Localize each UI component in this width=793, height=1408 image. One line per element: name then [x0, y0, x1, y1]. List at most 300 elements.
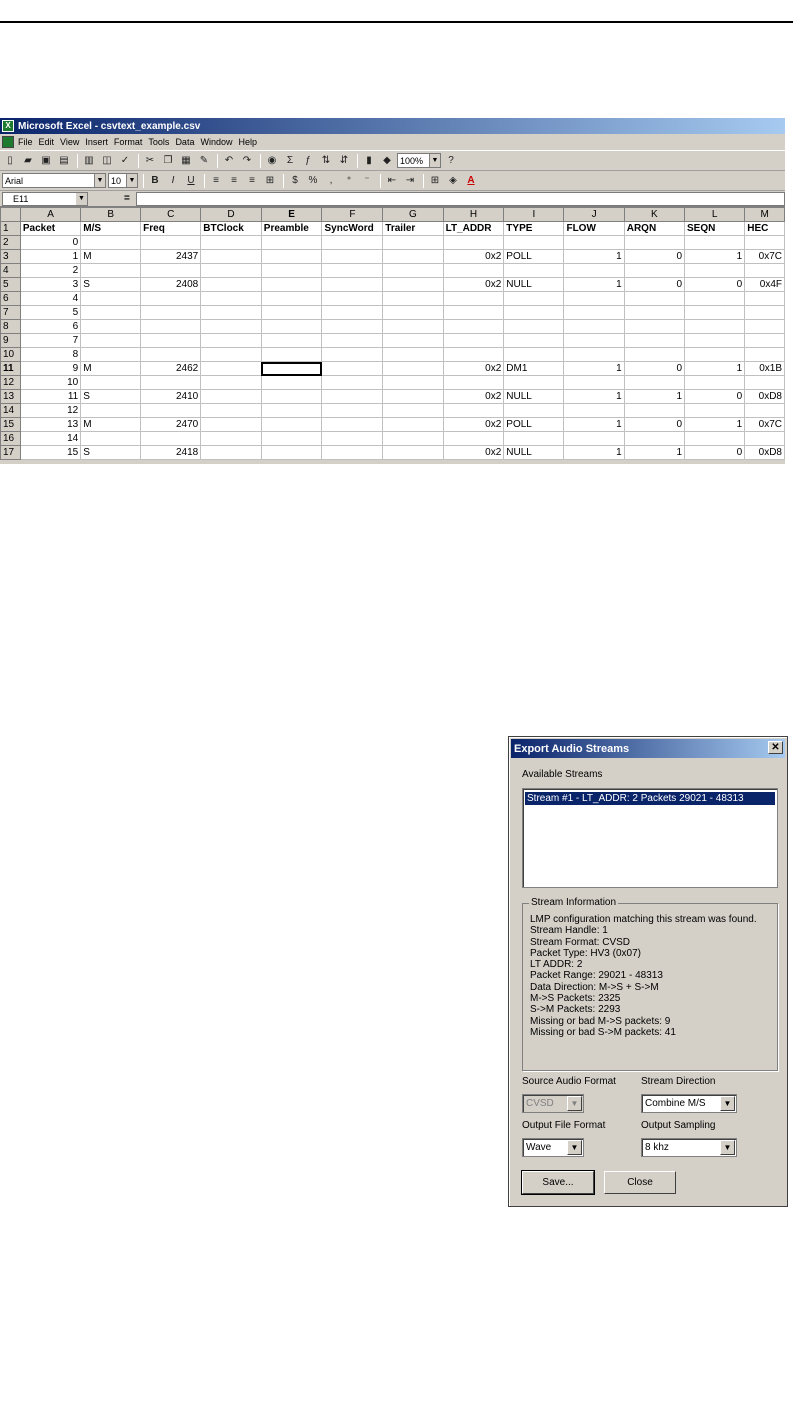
cell[interactable]: FLOW	[564, 222, 624, 236]
cell[interactable]	[504, 376, 564, 390]
percent-icon[interactable]: %	[308, 175, 318, 186]
function-icon[interactable]: ƒ	[305, 155, 311, 166]
cell[interactable]	[322, 404, 383, 418]
cell[interactable]: POLL	[504, 250, 564, 264]
cell[interactable]	[261, 404, 322, 418]
cell[interactable]	[201, 446, 262, 460]
cell[interactable]	[564, 292, 624, 306]
cell[interactable]	[383, 418, 443, 432]
menu-file[interactable]: File	[18, 137, 33, 147]
cell[interactable]	[141, 306, 201, 320]
cell[interactable]	[141, 432, 201, 446]
align-center-icon[interactable]: ≡	[231, 175, 237, 186]
cell[interactable]	[624, 292, 684, 306]
column-header[interactable]: I	[504, 208, 564, 222]
cell[interactable]	[383, 306, 443, 320]
cell[interactable]	[322, 278, 383, 292]
cell[interactable]	[685, 292, 745, 306]
cell[interactable]	[443, 376, 504, 390]
column-header[interactable]: F	[322, 208, 383, 222]
cell[interactable]	[745, 292, 785, 306]
cell[interactable]: 7	[20, 334, 80, 348]
cell[interactable]	[745, 320, 785, 334]
underline-icon[interactable]: U	[187, 175, 195, 186]
cell[interactable]	[504, 320, 564, 334]
column-header[interactable]: A	[20, 208, 80, 222]
row-header[interactable]: 1	[1, 222, 21, 236]
cell[interactable]	[322, 376, 383, 390]
cell[interactable]	[141, 404, 201, 418]
redo-icon[interactable]: ↷	[242, 155, 252, 166]
cell[interactable]: 1	[564, 446, 624, 460]
cell[interactable]	[685, 320, 745, 334]
cell[interactable]: TYPE	[504, 222, 564, 236]
italic-icon[interactable]: I	[171, 175, 175, 186]
cut-icon[interactable]: ✂	[145, 155, 155, 166]
spelling-icon[interactable]: ✓	[120, 155, 130, 166]
cell[interactable]: Preamble	[261, 222, 322, 236]
cell[interactable]	[564, 236, 624, 250]
cell[interactable]	[81, 376, 141, 390]
align-right-icon[interactable]: ≡	[249, 175, 255, 186]
cell[interactable]	[564, 264, 624, 278]
cell[interactable]: NULL	[504, 390, 564, 404]
column-header[interactable]: J	[564, 208, 624, 222]
format-painter-icon[interactable]: ✎	[199, 155, 209, 166]
cell[interactable]	[261, 306, 322, 320]
cell[interactable]: 2462	[141, 362, 201, 376]
cell[interactable]: 2437	[141, 250, 201, 264]
cell[interactable]: 2410	[141, 390, 201, 404]
cell[interactable]	[322, 348, 383, 362]
cell[interactable]	[443, 264, 504, 278]
cell[interactable]: POLL	[504, 418, 564, 432]
cell[interactable]: 0x2	[443, 250, 504, 264]
cell[interactable]	[81, 432, 141, 446]
undo-icon[interactable]: ↶	[224, 155, 234, 166]
cell[interactable]: 0xD8	[745, 446, 785, 460]
save-button[interactable]: Save...	[522, 1171, 594, 1194]
cell[interactable]	[201, 236, 262, 250]
cell[interactable]: 0	[624, 250, 684, 264]
cell[interactable]	[504, 306, 564, 320]
cell[interactable]	[504, 264, 564, 278]
column-header[interactable]: H	[443, 208, 504, 222]
cell[interactable]	[261, 250, 322, 264]
cell[interactable]	[383, 446, 443, 460]
increase-indent-icon[interactable]: ⇥	[405, 175, 415, 186]
row-header[interactable]: 9	[1, 334, 21, 348]
cell[interactable]	[564, 334, 624, 348]
cell[interactable]	[261, 320, 322, 334]
row-header[interactable]: 15	[1, 418, 21, 432]
cell[interactable]	[564, 306, 624, 320]
cell[interactable]: 1	[685, 418, 745, 432]
font-color-icon[interactable]: A	[467, 175, 475, 186]
cell[interactable]	[624, 306, 684, 320]
cell[interactable]: 1	[564, 418, 624, 432]
cell[interactable]	[141, 334, 201, 348]
cell[interactable]	[322, 362, 383, 376]
cell[interactable]: M/S	[81, 222, 141, 236]
open-icon[interactable]: ▰	[24, 155, 32, 166]
decrease-indent-icon[interactable]: ⇤	[387, 175, 397, 186]
cell[interactable]	[685, 432, 745, 446]
cell[interactable]	[745, 348, 785, 362]
cell[interactable]	[261, 236, 322, 250]
cell[interactable]: LT_ADDR	[443, 222, 504, 236]
cell[interactable]: 0	[685, 446, 745, 460]
cell[interactable]: 1	[564, 278, 624, 292]
new-icon[interactable]: ▯	[7, 155, 13, 166]
cell[interactable]	[261, 278, 322, 292]
stream-list-item[interactable]: Stream #1 - LT_ADDR: 2 Packets 29021 - 48313	[525, 792, 775, 805]
cell[interactable]	[201, 250, 262, 264]
cell[interactable]	[141, 320, 201, 334]
menu-data[interactable]: Data	[175, 137, 195, 147]
cell[interactable]	[383, 348, 443, 362]
cell[interactable]	[141, 376, 201, 390]
print-preview-icon[interactable]: ◫	[102, 155, 112, 166]
cell[interactable]	[564, 376, 624, 390]
cell[interactable]	[685, 376, 745, 390]
cell[interactable]	[624, 334, 684, 348]
cell[interactable]	[745, 334, 785, 348]
cell[interactable]	[81, 404, 141, 418]
cell[interactable]: 0x2	[443, 390, 504, 404]
menu-insert[interactable]: Insert	[85, 137, 108, 147]
cell[interactable]	[383, 404, 443, 418]
cell[interactable]: 0	[685, 278, 745, 292]
cell[interactable]	[141, 348, 201, 362]
decrease-decimal-icon[interactable]: ⁻	[364, 175, 370, 186]
close-button[interactable]: Close	[604, 1171, 676, 1194]
cell[interactable]	[201, 376, 262, 390]
zoom-select[interactable]	[397, 153, 441, 168]
print-icon[interactable]: ▥	[84, 155, 94, 166]
cell[interactable]	[322, 250, 383, 264]
cell[interactable]: 9	[20, 362, 80, 376]
comma-icon[interactable]: ,	[329, 175, 333, 186]
cell[interactable]	[383, 250, 443, 264]
row-header[interactable]: 6	[1, 292, 21, 306]
cell[interactable]	[624, 432, 684, 446]
cell[interactable]	[322, 418, 383, 432]
cell[interactable]	[685, 334, 745, 348]
cell[interactable]: M	[81, 362, 141, 376]
bold-icon[interactable]: B	[151, 175, 159, 186]
cell[interactable]	[261, 348, 322, 362]
cell[interactable]: 1	[624, 446, 684, 460]
borders-icon[interactable]: ⊞	[430, 175, 440, 186]
fill-color-icon[interactable]: ◈	[449, 175, 457, 186]
row-header[interactable]: 5	[1, 278, 21, 292]
cell[interactable]	[564, 320, 624, 334]
name-box[interactable]	[2, 192, 88, 206]
cell[interactable]	[322, 446, 383, 460]
cell[interactable]: 14	[20, 432, 80, 446]
cell[interactable]	[383, 334, 443, 348]
cell[interactable]: 4	[20, 292, 80, 306]
cell[interactable]: 2	[20, 264, 80, 278]
cell[interactable]	[624, 404, 684, 418]
row-header[interactable]: 11	[1, 362, 21, 376]
cell[interactable]: 2408	[141, 278, 201, 292]
cell[interactable]: 1	[685, 362, 745, 376]
cell[interactable]	[322, 306, 383, 320]
cell[interactable]	[261, 264, 322, 278]
close-icon[interactable]: ✕	[768, 741, 783, 754]
column-header[interactable]: D	[201, 208, 262, 222]
cell[interactable]	[201, 432, 262, 446]
cell[interactable]: HEC	[745, 222, 785, 236]
cell[interactable]	[383, 292, 443, 306]
cell[interactable]: NULL	[504, 278, 564, 292]
cell[interactable]	[81, 348, 141, 362]
cell[interactable]: ARQN	[624, 222, 684, 236]
cell[interactable]	[745, 306, 785, 320]
cell[interactable]	[745, 376, 785, 390]
cell[interactable]	[685, 404, 745, 418]
cell[interactable]	[624, 376, 684, 390]
cell[interactable]: 0x7C	[745, 250, 785, 264]
cell[interactable]	[261, 362, 322, 376]
cell[interactable]	[504, 236, 564, 250]
cell[interactable]	[322, 390, 383, 404]
cell[interactable]	[141, 236, 201, 250]
cell[interactable]: 5	[20, 306, 80, 320]
cell[interactable]: SyncWord	[322, 222, 383, 236]
merge-center-icon[interactable]: ⊞	[265, 175, 275, 186]
cell[interactable]: M	[81, 418, 141, 432]
font-select[interactable]	[2, 173, 106, 188]
row-header[interactable]: 16	[1, 432, 21, 446]
cell[interactable]	[443, 334, 504, 348]
cell[interactable]	[201, 264, 262, 278]
cell[interactable]	[745, 236, 785, 250]
increase-decimal-icon[interactable]: ⁺	[346, 175, 352, 186]
select-all-corner[interactable]	[1, 208, 21, 222]
align-left-icon[interactable]: ≡	[213, 175, 219, 186]
cell[interactable]: 1	[564, 250, 624, 264]
cell[interactable]	[383, 320, 443, 334]
cell[interactable]	[322, 432, 383, 446]
cell[interactable]: 0	[624, 362, 684, 376]
cell[interactable]	[383, 376, 443, 390]
cell[interactable]	[383, 278, 443, 292]
cell[interactable]	[504, 432, 564, 446]
cell[interactable]	[201, 306, 262, 320]
cell[interactable]: M	[81, 250, 141, 264]
cell[interactable]: 1	[685, 250, 745, 264]
copy-icon[interactable]: ❐	[163, 155, 173, 166]
cell[interactable]	[443, 432, 504, 446]
cell[interactable]: 15	[20, 446, 80, 460]
cell[interactable]	[81, 306, 141, 320]
cell[interactable]	[383, 432, 443, 446]
cell[interactable]	[141, 264, 201, 278]
cell[interactable]: BTClock	[201, 222, 262, 236]
available-streams-list[interactable]	[522, 788, 778, 888]
cell[interactable]	[322, 264, 383, 278]
cell[interactable]	[261, 334, 322, 348]
chart-wizard-icon[interactable]: ▮	[366, 155, 372, 166]
cell[interactable]	[81, 264, 141, 278]
autosum-icon[interactable]: Σ	[286, 155, 294, 166]
menu-tools[interactable]: Tools	[148, 137, 170, 147]
cell[interactable]	[685, 306, 745, 320]
cell[interactable]: 8	[20, 348, 80, 362]
cell[interactable]	[383, 264, 443, 278]
cell[interactable]: 0xD8	[745, 390, 785, 404]
row-header[interactable]: 10	[1, 348, 21, 362]
menu-window[interactable]: Window	[200, 137, 233, 147]
cell[interactable]	[141, 292, 201, 306]
column-header[interactable]: M	[745, 208, 785, 222]
cell[interactable]	[443, 404, 504, 418]
font-size-select[interactable]	[108, 173, 138, 188]
cell[interactable]	[261, 446, 322, 460]
cell[interactable]: DM1	[504, 362, 564, 376]
cell[interactable]	[383, 236, 443, 250]
cell[interactable]	[504, 292, 564, 306]
cell[interactable]: 0x7C	[745, 418, 785, 432]
paste-icon[interactable]: ▦	[181, 155, 191, 166]
cell[interactable]: 0x2	[443, 446, 504, 460]
column-header[interactable]: G	[383, 208, 443, 222]
cell[interactable]	[564, 404, 624, 418]
cell[interactable]	[261, 292, 322, 306]
row-header[interactable]: 3	[1, 250, 21, 264]
cell[interactable]	[504, 404, 564, 418]
cell[interactable]	[201, 418, 262, 432]
cell[interactable]	[564, 348, 624, 362]
cell[interactable]: 1	[20, 250, 80, 264]
drawing-icon[interactable]: ◆	[383, 155, 391, 166]
cell[interactable]	[81, 320, 141, 334]
cell[interactable]	[201, 362, 262, 376]
cell[interactable]: 1	[624, 390, 684, 404]
cell[interactable]	[322, 334, 383, 348]
cell[interactable]	[201, 404, 262, 418]
row-header[interactable]: 7	[1, 306, 21, 320]
cell[interactable]: 0	[20, 236, 80, 250]
help-icon[interactable]: ?	[448, 155, 454, 166]
cell[interactable]: NULL	[504, 446, 564, 460]
cell[interactable]	[745, 432, 785, 446]
cell[interactable]: 13	[20, 418, 80, 432]
row-header[interactable]: 2	[1, 236, 21, 250]
column-header[interactable]: L	[685, 208, 745, 222]
cell[interactable]: S	[81, 446, 141, 460]
cell[interactable]	[322, 292, 383, 306]
cell[interactable]: 6	[20, 320, 80, 334]
cell[interactable]	[261, 432, 322, 446]
row-header[interactable]: 4	[1, 264, 21, 278]
column-header[interactable]: B	[81, 208, 141, 222]
hyperlink-icon[interactable]: ◉	[267, 155, 277, 166]
cell[interactable]: Trailer	[383, 222, 443, 236]
cell[interactable]	[383, 362, 443, 376]
cell[interactable]: 2418	[141, 446, 201, 460]
column-header[interactable]: K	[624, 208, 684, 222]
cell[interactable]: 1	[564, 390, 624, 404]
output-sampling-select[interactable]	[641, 1138, 737, 1157]
row-header[interactable]: 14	[1, 404, 21, 418]
row-header[interactable]: 8	[1, 320, 21, 334]
row-header[interactable]: 12	[1, 376, 21, 390]
menu-view[interactable]: View	[60, 137, 80, 147]
cell[interactable]	[443, 348, 504, 362]
cell[interactable]	[745, 404, 785, 418]
cell[interactable]	[685, 264, 745, 278]
cell[interactable]	[261, 390, 322, 404]
cell[interactable]: 11	[20, 390, 80, 404]
cell[interactable]: Packet	[20, 222, 80, 236]
cell[interactable]	[81, 292, 141, 306]
cell[interactable]: 0x4F	[745, 278, 785, 292]
column-header[interactable]: E	[261, 208, 322, 222]
cell[interactable]: 1	[564, 362, 624, 376]
cell[interactable]: Freq	[141, 222, 201, 236]
currency-icon[interactable]: $	[292, 175, 298, 186]
cell[interactable]	[201, 348, 262, 362]
cell[interactable]	[564, 432, 624, 446]
menu-edit[interactable]: Edit	[38, 137, 55, 147]
cell[interactable]	[81, 236, 141, 250]
cell[interactable]: S	[81, 278, 141, 292]
cell[interactable]	[322, 236, 383, 250]
cell[interactable]	[685, 236, 745, 250]
cell[interactable]	[322, 320, 383, 334]
cell[interactable]: 12	[20, 404, 80, 418]
cell[interactable]	[624, 348, 684, 362]
cell[interactable]	[201, 320, 262, 334]
cell[interactable]: 10	[20, 376, 80, 390]
cell[interactable]: 0x2	[443, 278, 504, 292]
cell[interactable]: 0	[624, 418, 684, 432]
cell[interactable]	[745, 264, 785, 278]
permission-icon[interactable]: ▤	[59, 155, 69, 166]
cell[interactable]: 3	[20, 278, 80, 292]
save-icon[interactable]: ▣	[41, 155, 51, 166]
row-header[interactable]: 17	[1, 446, 21, 460]
sort-ascending-icon[interactable]: ⇅	[321, 155, 331, 166]
row-header[interactable]: 13	[1, 390, 21, 404]
cell[interactable]: 0x2	[443, 418, 504, 432]
cell[interactable]	[81, 334, 141, 348]
cell[interactable]	[443, 292, 504, 306]
stream-direction-select[interactable]	[641, 1094, 737, 1113]
cell[interactable]: SEQN	[685, 222, 745, 236]
workbook-icon[interactable]	[2, 136, 14, 148]
cell[interactable]	[624, 320, 684, 334]
sort-descending-icon[interactable]: ⇵	[339, 155, 349, 166]
cell[interactable]	[201, 278, 262, 292]
cell[interactable]	[685, 348, 745, 362]
cell[interactable]	[504, 348, 564, 362]
cell[interactable]: 0x2	[443, 362, 504, 376]
menu-format[interactable]: Format	[113, 137, 143, 147]
cell[interactable]	[624, 264, 684, 278]
cell[interactable]: 0	[624, 278, 684, 292]
output-file-format-select[interactable]	[522, 1138, 584, 1157]
cell[interactable]	[201, 390, 262, 404]
cell[interactable]	[443, 306, 504, 320]
cell[interactable]	[443, 320, 504, 334]
cell[interactable]: 2470	[141, 418, 201, 432]
cell[interactable]	[201, 334, 262, 348]
